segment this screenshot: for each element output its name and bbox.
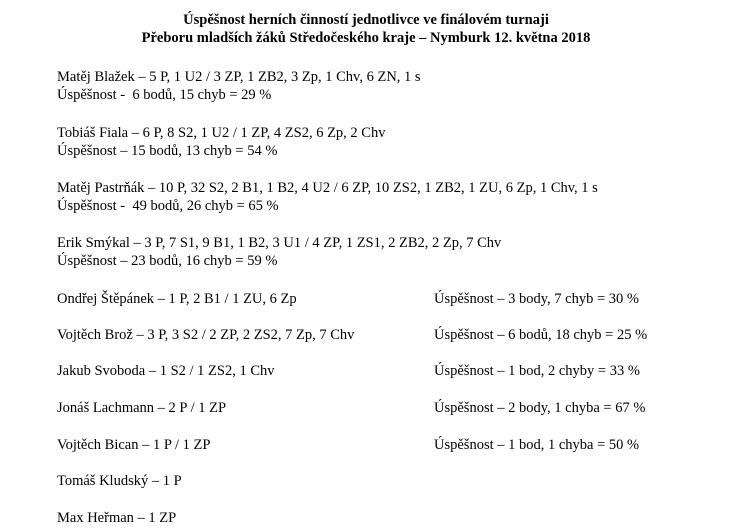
title-line-2: Přeboru mladších žáků Středočeského kraje – Nymburk 12. května 2018 <box>141 30 591 46</box>
player-stats-line: Ondřej Štěpánek – 1 P, 2 B1 / 1 ZU, 6 Zp <box>57 291 297 307</box>
player-stats-line: Vojtěch Bican – 1 P / 1 ZP <box>57 437 211 453</box>
player-success-line: Úspěšnost – 1 bod, 2 chyby = 33 % <box>434 363 640 379</box>
player-success-line: Úspěšnost – 3 body, 7 chyb = 30 % <box>434 291 639 307</box>
player-stats-line: Erik Smýkal – 3 P, 7 S1, 9 B1, 1 B2, 3 U1 / 4 ZP, 1 ZS1, 2 ZB2, 2 Zp, 7 Chv <box>57 235 502 251</box>
player-success-line: Úspěšnost – 15 bodů, 13 chyb = 54 % <box>57 143 278 159</box>
player-success-line: Úspěšnost - 6 bodů, 15 chyb = 29 % <box>57 87 272 103</box>
player-success-line: Úspěšnost – 23 bodů, 16 chyb = 59 % <box>57 253 278 269</box>
player-stats-line: Tomáš Kludský – 1 P <box>57 473 182 489</box>
player-success-line: Úspěšnost – 2 body, 1 chyba = 67 % <box>434 400 646 416</box>
player-stats-line: Matěj Blažek – 5 P, 1 U2 / 3 ZP, 1 ZB2, 3 Zp, 1 Chv, 6 ZN, 1 s <box>57 69 421 85</box>
player-success-line: Úspěšnost - 49 bodů, 26 chyb = 65 % <box>57 198 279 214</box>
player-stats-line: Matěj Pastrňák – 10 P, 32 S2, 2 B1, 1 B2, 4 U2 / 6 ZP, 10 ZS2, 1 ZB2, 1 ZU, 6 Zp, 1 Chv, 1 s <box>57 180 598 196</box>
player-stats-line: Max Heřman – 1 ZP <box>57 510 177 526</box>
player-stats-line: Tobiáš Fiala – 6 P, 8 S2, 1 U2 / 1 ZP, 4 ZS2, 6 Zp, 2 Chv <box>57 125 386 141</box>
title-line-1: Úspěšnost herních činností jednotlivce ve finálovém turnaji <box>183 12 549 28</box>
player-success-line: Úspěšnost – 6 bodů, 18 chyb = 25 % <box>434 327 648 343</box>
player-stats-line: Vojtěch Brož – 3 P, 3 S2 / 2 ZP, 2 ZS2, 7 Zp, 7 Chv <box>57 327 355 343</box>
player-stats-line: Jakub Svoboda – 1 S2 / 1 ZS2, 1 Chv <box>57 363 275 379</box>
player-stats-line: Jonáš Lachmann – 2 P / 1 ZP <box>57 400 227 416</box>
player-success-line: Úspěšnost – 1 bod, 1 chyba = 50 % <box>434 437 640 453</box>
